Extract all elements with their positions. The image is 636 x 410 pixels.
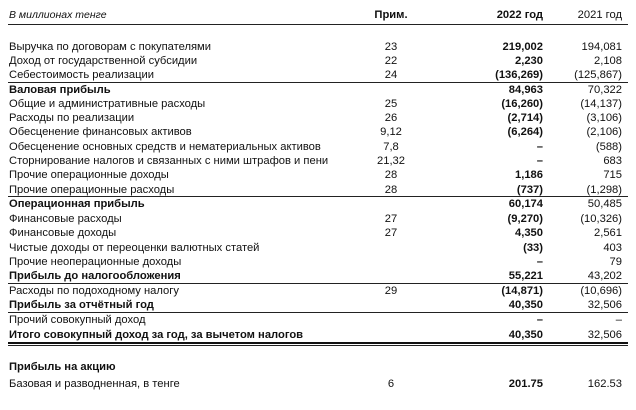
row-note: 27 (384, 213, 398, 225)
column-header-note: Прим. (374, 9, 408, 21)
tax-reversal-row (0, 154, 636, 168)
profit-before-tax-rule (8, 283, 628, 284)
row-label: Выручка по договорам с покупателями (9, 41, 211, 53)
row-value-2022: (14,871) (501, 285, 543, 297)
ppe-impairment-row (0, 140, 636, 154)
row-note: 6 (387, 378, 395, 390)
row-value-2022: (33) (523, 242, 543, 254)
row-value-2022: – (536, 141, 543, 153)
profit-for-year-rule (8, 312, 628, 313)
row-label: Себестоимость реализации (9, 69, 155, 81)
row-value-2021: 2,561 (594, 227, 622, 239)
oci-row (0, 313, 636, 327)
row-label: Финансовые расходы (9, 213, 122, 225)
row-value-2021: 403 (603, 242, 622, 254)
row-note: 29 (384, 285, 398, 297)
row-value-2022: 40,350 (508, 329, 543, 341)
row-value-2022: (9,270) (507, 213, 543, 225)
row-label: Чистые доходы от переоценки валютных статей (9, 242, 260, 254)
total-comprehensive-income-row (0, 328, 636, 342)
gross-profit-row (0, 83, 636, 97)
row-value-2021: 683 (603, 155, 622, 167)
row-value-2021: (3,106) (586, 112, 622, 124)
row-label: Финансовые доходы (9, 227, 117, 239)
profit-for-year-row (0, 298, 636, 312)
row-label: Прочие операционные расходы (9, 184, 175, 196)
row-note: 28 (384, 184, 398, 196)
row-label: Прочие неоперационные доходы (9, 256, 182, 268)
other-nonoperating-income-row (0, 255, 636, 269)
row-value-2021: 50,485 (587, 198, 622, 210)
row-note: 7,8 (383, 141, 399, 153)
row-value-2022: 40,350 (508, 299, 543, 311)
row-note: 9,12 (380, 126, 402, 138)
revenue-row (0, 40, 636, 54)
financial-impairment-row (0, 125, 636, 139)
row-value-2021: 162.53 (587, 378, 622, 390)
subsidy-row (0, 54, 636, 68)
row-note: 26 (384, 112, 398, 124)
finance-costs-row (0, 212, 636, 226)
row-value-2022: (737) (516, 184, 543, 196)
column-header-2022: 2022 год (496, 9, 543, 21)
total-income-double-rule (8, 342, 628, 344)
row-note: 24 (384, 69, 398, 81)
row-value-2022: 84,963 (508, 84, 543, 96)
row-label: Операционная прибыль (9, 198, 145, 210)
row-note: 28 (384, 169, 398, 181)
row-value-2021: 32,506 (587, 329, 622, 341)
income-tax-row (0, 284, 636, 298)
row-value-2021: 2,108 (594, 55, 622, 67)
row-value-2022: (2,714) (507, 112, 543, 124)
row-note: 27 (384, 227, 398, 239)
total-income-double-rule-2 (8, 345, 628, 346)
column-header-2021: 2021 год (577, 9, 622, 21)
row-value-2022: 60,174 (508, 198, 543, 210)
row-label: Обесценение финансовых активов (9, 126, 192, 138)
row-value-2021: 715 (603, 169, 622, 181)
row-label: Прибыль на акцию (9, 361, 116, 373)
operating-profit-row (0, 197, 636, 211)
row-value-2022: (16,260) (501, 98, 543, 110)
row-value-2022: 2,230 (515, 55, 543, 67)
row-value-2022: 4,350 (515, 227, 543, 239)
cost-of-sales-row (0, 68, 636, 82)
row-label: Валовая прибыль (9, 84, 111, 96)
row-label: Расходы по реализации (9, 112, 135, 124)
row-label: Обесценение основных средств и нематериальных активов (9, 141, 321, 153)
row-label: Сторнирование налогов и связанных с ними штрафов и пени (9, 155, 329, 167)
other-operating-expenses-row (0, 183, 636, 197)
row-label: Базовая и разводненная, в тенге (9, 378, 180, 390)
row-note: 25 (384, 98, 398, 110)
row-value-2022: – (536, 256, 543, 268)
row-value-2021: (10,326) (580, 213, 622, 225)
row-value-2021: (125,867) (574, 69, 622, 81)
row-value-2021: (10,696) (580, 285, 622, 297)
row-label: Итого совокупный доход за год, за вычетом налогов (9, 329, 304, 341)
admin-expenses-row (0, 97, 636, 111)
unit-label: В миллионах тенге (9, 9, 107, 21)
row-note: 22 (384, 55, 398, 67)
row-value-2021: 43,202 (587, 270, 622, 282)
row-value-2021: 32,506 (587, 299, 622, 311)
row-value-2022: (136,269) (495, 69, 543, 81)
row-value-2021: (2,106) (586, 126, 622, 138)
row-value-2022: 1,186 (515, 169, 543, 181)
row-label: Расходы по подоходному налогу (9, 285, 179, 297)
header-underline (8, 24, 628, 25)
row-value-2021: 70,322 (587, 84, 622, 96)
finance-income-row (0, 226, 636, 240)
eps-basic-diluted-row (0, 377, 636, 391)
row-note: 21,32 (377, 155, 405, 167)
fx-gain-row (0, 241, 636, 255)
row-label: Прочий совокупный доход (9, 314, 146, 326)
eps-heading-row (0, 360, 636, 374)
row-value-2021: 79 (609, 256, 622, 268)
row-label: Общие и административные расходы (9, 98, 206, 110)
row-label: Прибыль до налогообложения (9, 270, 181, 282)
profit-before-tax-row (0, 269, 636, 283)
row-label: Прочие операционные доходы (9, 169, 169, 181)
row-value-2021: 194,081 (581, 41, 622, 53)
row-value-2022: (6,264) (507, 126, 543, 138)
row-note: 23 (384, 41, 398, 53)
row-value-2022: 219,002 (502, 41, 543, 53)
operating-profit-rule (8, 196, 628, 197)
row-value-2022: – (536, 314, 543, 326)
row-value-2021: – (615, 314, 622, 326)
header-row (0, 8, 636, 22)
row-value-2021: (14,137) (580, 98, 622, 110)
row-value-2022: 55,221 (508, 270, 543, 282)
gross-profit-rule (8, 82, 628, 83)
selling-expenses-row (0, 111, 636, 125)
other-operating-income-row (0, 168, 636, 182)
row-label: Прибыль за отчётный год (9, 299, 154, 311)
row-value-2022: – (536, 155, 543, 167)
row-label: Доход от государственной субсидии (9, 55, 198, 67)
row-value-2022: 201.75 (508, 378, 543, 390)
row-value-2021: (588) (595, 141, 622, 153)
row-value-2021: (1,298) (586, 184, 622, 196)
